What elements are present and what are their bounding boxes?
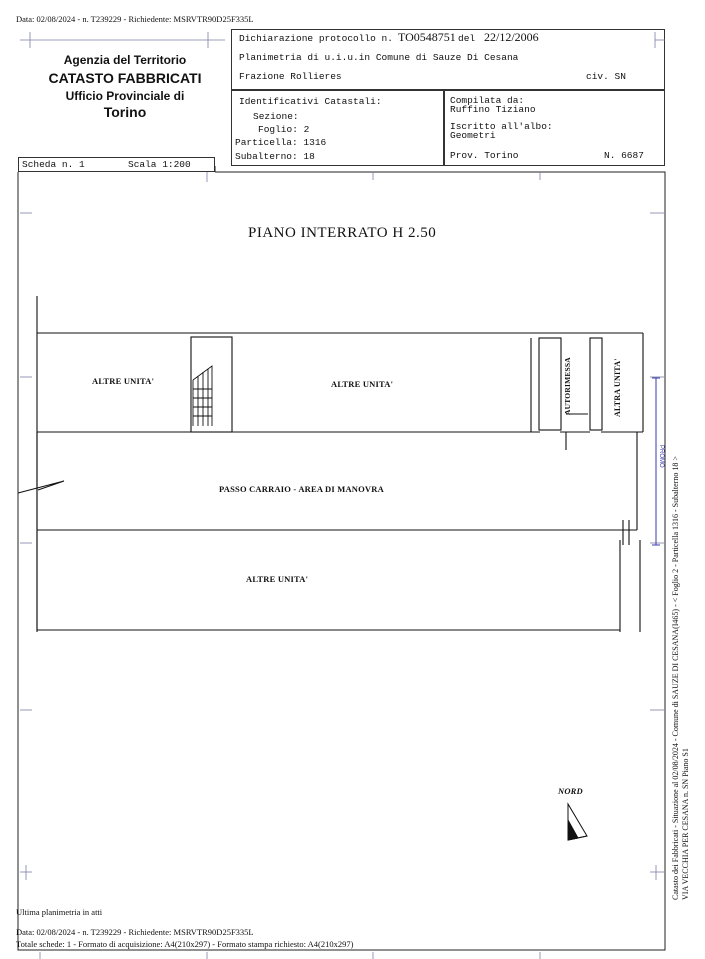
- side-address-line: VIA VECCHIA PER CESANA n. SN Piano S1: [681, 748, 690, 900]
- autorimessa-box: [539, 338, 561, 430]
- particella: Particella: 1316: [235, 137, 327, 148]
- civ-number: civ. SN: [586, 71, 626, 82]
- catasto-title: CATASTO FABBRICATI: [48, 70, 202, 86]
- stair-well: [191, 337, 232, 432]
- ufficio-label: Ufficio Provinciale di: [65, 89, 185, 103]
- footer-format-line: Totale schede: 1 - Formato di acquisizione: A4(210x297) - Formato stampa richiesto: A4(210x297): [16, 939, 354, 949]
- footer-last-plan: Ultima planimetria in atti: [16, 907, 103, 917]
- protocol-label: Dichiarazione protocollo n.: [239, 33, 393, 44]
- side-marker-label: PROMO: [658, 445, 664, 468]
- ufficio-city: Torino: [103, 104, 147, 120]
- side-situation-line: Catasto dei Fabbricati - Situazione al 02/08/2024 - Comune di SAUZE DI CESANA(I465) - < Foglio 2 - Particella 1316 - Subalterno 18 >: [671, 456, 680, 900]
- entrance-arrow: [18, 481, 64, 493]
- top-meta-line: Data: 02/08/2024 - n. T239229 - Richiedente: MSRVTR90D25F335L: [16, 14, 254, 24]
- label-autorimessa: AUTORIMESSA: [563, 357, 572, 415]
- north-arrow-icon: [568, 804, 587, 840]
- plan-line: Planimetria di u.i.u.in Comune di Sauze Di Cesana: [239, 52, 519, 63]
- frazione: Frazione Rollieres: [239, 71, 342, 82]
- foglio: Foglio: 2: [258, 124, 310, 135]
- label-altre-unita-bottom: ALTRE UNITA': [246, 574, 309, 584]
- del-label: del: [458, 33, 476, 44]
- prov-value: Prov. Torino: [450, 150, 519, 161]
- label-nord: NORD: [558, 786, 583, 796]
- label-passo-carraio: PASSO CARRAIO - AREA DI MANOVRA: [219, 484, 384, 494]
- iscritto-label: Iscritto all'albo:: [450, 121, 553, 132]
- sezione: Sezione:: [253, 111, 299, 122]
- registration-number: N. 6687: [604, 150, 644, 161]
- compiler-name: Ruffino Tiziano: [450, 104, 536, 115]
- label-altre-unita-center: ALTRE UNITA': [331, 379, 394, 389]
- identifiers-title: Identificativi Catastali:: [239, 96, 382, 107]
- scheda-number: Scheda n. 1: [22, 159, 85, 170]
- protocol-number: TO0548751: [398, 30, 456, 44]
- compiler-label: Compilata da:: [450, 95, 525, 106]
- altra-unita-box: [590, 338, 602, 430]
- scale-label: Scala 1:200: [128, 159, 191, 170]
- label-altra-unita: ALTRA UNITA': [613, 358, 622, 417]
- subalterno: Subalterno: 18: [235, 151, 315, 162]
- plan-title: PIANO INTERRATO H 2.50: [248, 225, 437, 241]
- label-altre-unita-left: ALTRE UNITA': [92, 376, 155, 386]
- stair-treads: [193, 366, 212, 426]
- footer-request-line: Data: 02/08/2024 - n. T239229 - Richiedente: MSRVTR90D25F335L: [16, 927, 254, 937]
- albo-value: Geometri: [450, 130, 496, 141]
- agency-name: Agenzia del Territorio: [63, 53, 187, 67]
- declaration-date: 22/12/2006: [484, 30, 539, 44]
